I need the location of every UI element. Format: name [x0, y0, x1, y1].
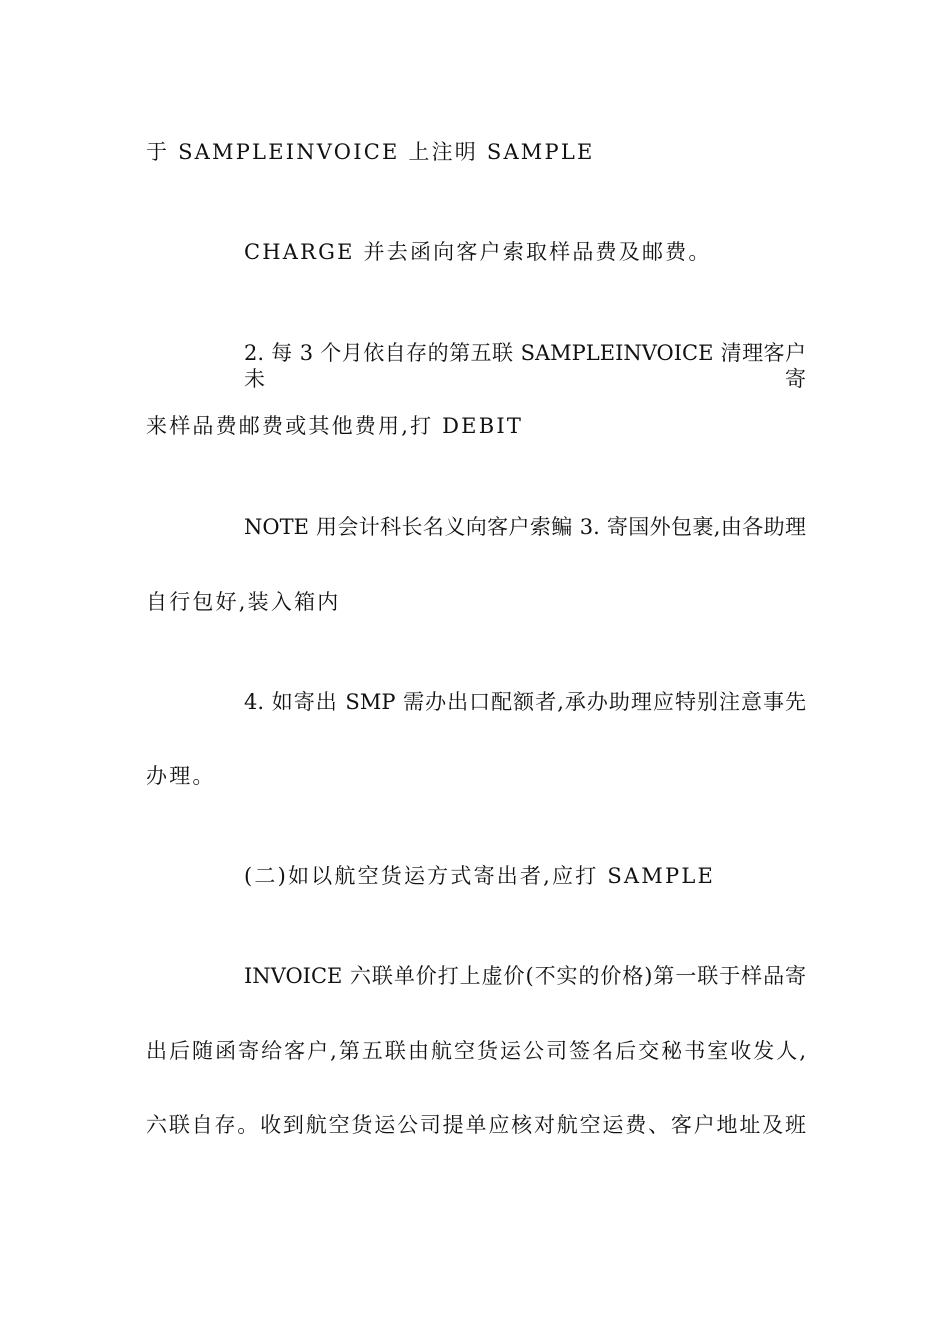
text-line-4: 来样品费邮费或其他费用,打 DEBIT	[146, 414, 524, 438]
text-line-10: INVOICE 六联单价打上虚价(不实的价格)第一联于样品寄	[244, 964, 806, 988]
text-line-2: CHARGE 并去函向客户索取样品费及邮费。	[244, 240, 712, 264]
text-line-1: 于 SAMPLEINVOICE 上注明 SAMPLE	[146, 140, 595, 164]
text-line-9: (二)如以航空货运方式寄出者,应打 SAMPLE	[244, 864, 715, 888]
text-line-8: 办理。	[146, 764, 216, 788]
text-line-11: 出后随函寄给客户,第五联由航空货运公司签名后交秘书室收发人,	[146, 1039, 806, 1063]
text-line-5: NOTE 用会计科长名义向客户索鳊 3. 寄国外包裹,由各助理	[244, 515, 806, 539]
text-line-12: 六联自存。收到航空货运公司提单应核对航空运费、客户地址及班	[146, 1113, 806, 1137]
text-line-7: 4. 如寄出 SMP 需办出口配额者,承办助理应特别注意事先	[244, 690, 806, 714]
text-line-3: 2. 每 3 个月依自存的第五联 SAMPLEINVOICE 清理客户未寄	[244, 341, 806, 391]
text-line-6: 自行包好,装入箱内	[146, 590, 341, 614]
